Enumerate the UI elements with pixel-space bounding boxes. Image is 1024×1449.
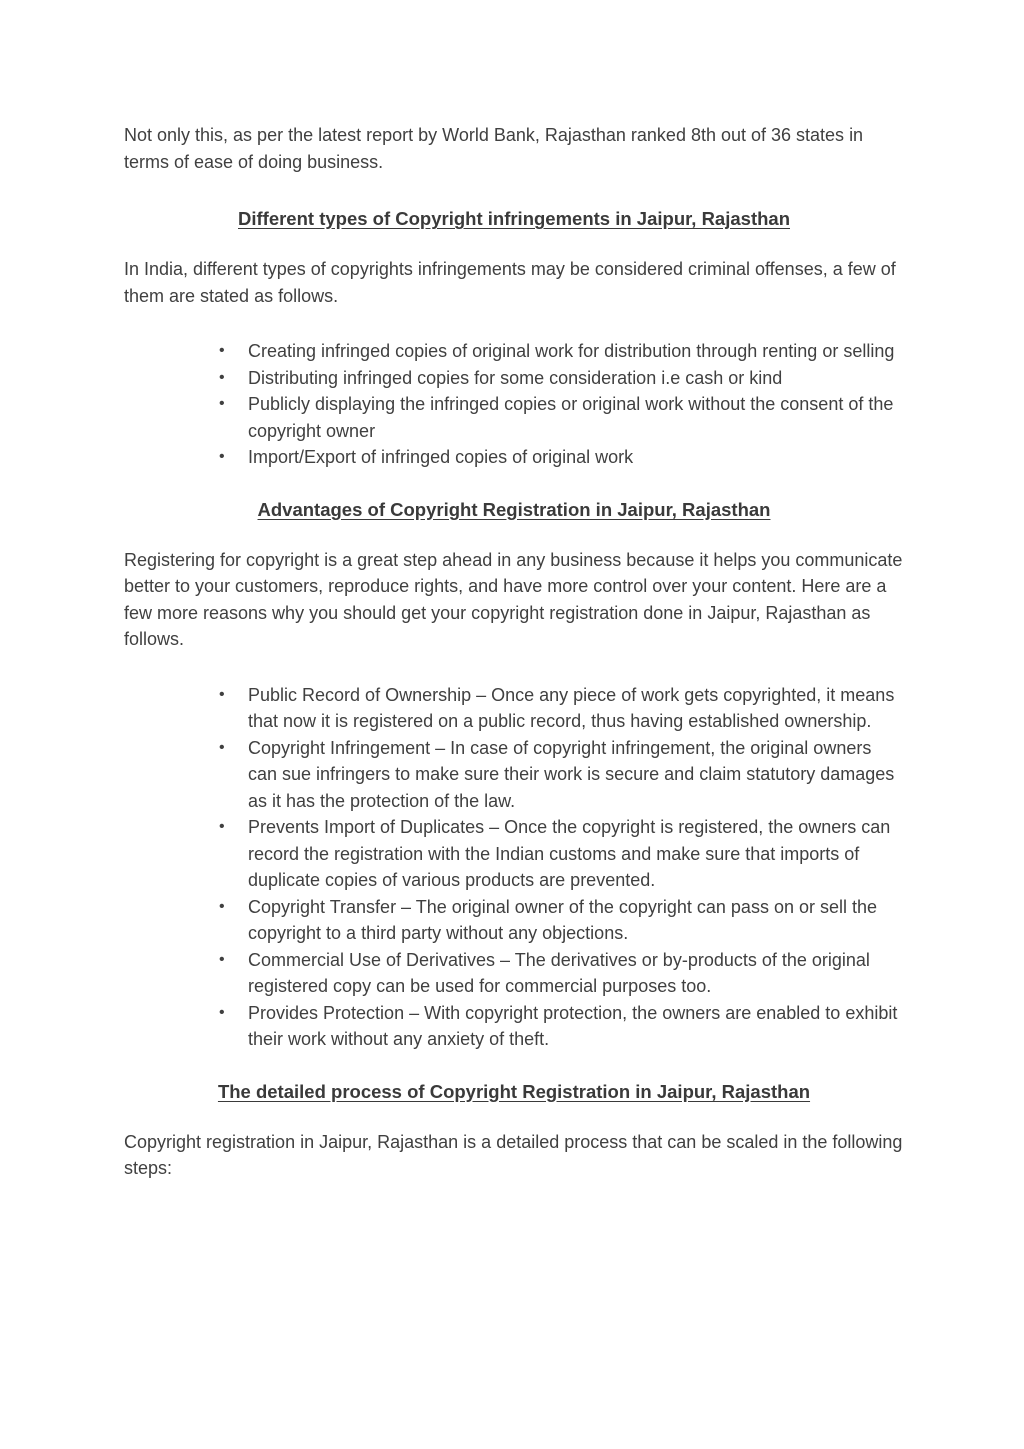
list-item: • Creating infringed copies of original work for distribution through renting or selling [124,338,904,365]
bullet-icon: • [219,950,225,968]
section-heading-advantages: Advantages of Copyright Registration in Jaipur, Rajasthan [257,498,771,520]
bullet-icon: • [219,342,225,359]
section-heading-infringements: Different types of Copyright infringements in Jaipur, Rajasthan [238,208,790,229]
list-item: • Distributing infringed copies for some consideration i.e cash or kind [124,365,904,392]
list-item: • Publicly displaying the infringed copies or original work without the consent of the copyright owner [124,391,904,444]
intro-paragraph: Not only this, as per the latest report by World Bank, Rajasthan ranked 8th out of 36 states in terms of ease of doing business. [124,125,864,172]
advantages-list [124,682,904,1053]
bullet-icon: • [219,395,225,412]
bullet-icon: • [219,1003,225,1021]
advantages-paragraph: Registering for copyright is a great step ahead in any business because it helps you communicate better to your customers, reproduce rights, and have more control over your content. Here are a few more reasons why you should get your copyright registration done in Jaipur, Rajasthan as follows. [124,549,903,649]
list-item: • Copyright Transfer – The original owner of the copyright can pass on or sell the copyright to a third party without any objections. [124,894,904,947]
process-paragraph: Copyright registration in Jaipur, Rajasthan is a detailed process that can be scaled in the following steps: [124,1131,903,1178]
list-item: • Provides Protection – With copyright protection, the owners are enabled to exhibit their work without any anxiety of theft. [124,1000,904,1053]
list-item: • Import/Export of infringed copies of original work [124,444,904,471]
document-page [124,122,904,1182]
bullet-icon: • [219,448,225,465]
list-item: • Public Record of Ownership – Once any piece of work gets copyrighted, it means that now it is registered on a public record, thus having established ownership. [124,682,904,735]
infringements-paragraph: In India, different types of copyrights infringements may be considered criminal offenses, a few of them are stated as follows. [124,259,896,306]
section-heading-process: The detailed process of Copyright Registration in Jaipur, Rajasthan [217,1080,811,1102]
bullet-icon: • [219,738,225,756]
list-item: • Commercial Use of Derivatives – The derivatives or by-products of the original registered copy can be used for commercial purposes too. [124,947,904,1000]
list-item: • Prevents Import of Duplicates – Once the copyright is registered, the owners can record the registration with the Indian customs and make sure that imports of duplicate copies of various products are prevented. [124,814,904,894]
bullet-icon: • [219,897,225,915]
bullet-icon: • [219,368,225,386]
infringements-list [124,338,904,471]
bullet-icon: • [219,685,225,703]
bullet-icon: • [219,818,225,835]
list-item: • Copyright Infringement – In case of copyright infringement, the original owners can sue infringers to make sure their work is secure and claim statutory damages as it has the protection of the law. [124,735,904,815]
